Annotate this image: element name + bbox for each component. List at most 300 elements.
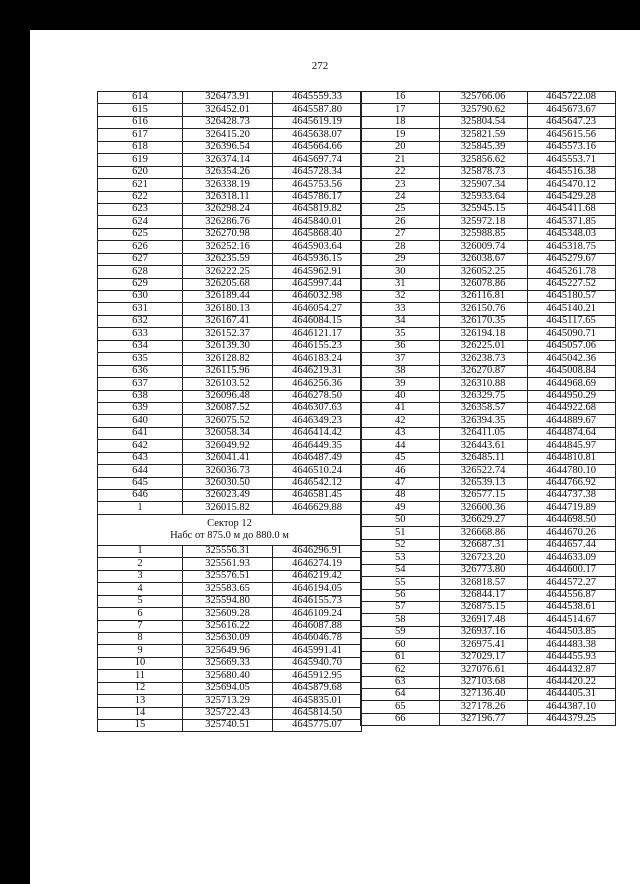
y-coordinate: 4644379.25 <box>527 713 615 725</box>
table-row <box>98 104 362 116</box>
table-row <box>98 583 362 595</box>
point-number: 62 <box>361 664 439 676</box>
table-row <box>98 682 362 694</box>
point-number: 18 <box>361 116 439 128</box>
point-number: 644 <box>98 465 183 477</box>
table-row <box>98 353 362 365</box>
table-row <box>361 390 615 402</box>
point-number: 43 <box>361 427 439 439</box>
y-coordinate: 4645615.56 <box>527 129 615 141</box>
table-row <box>98 545 362 557</box>
table-row <box>98 620 362 632</box>
table-row <box>98 266 362 278</box>
x-coordinate: 326139.30 <box>183 340 273 352</box>
x-coordinate: 326298.24 <box>183 203 273 215</box>
point-number: 42 <box>361 415 439 427</box>
x-coordinate: 326443.61 <box>439 440 527 452</box>
x-coordinate: 327076.61 <box>439 664 527 676</box>
y-coordinate: 4645587.80 <box>273 104 362 116</box>
y-coordinate: 4646219.42 <box>273 570 362 582</box>
table-row <box>98 645 362 657</box>
table-row <box>98 141 362 153</box>
table-row <box>98 670 362 682</box>
point-number: 32 <box>361 291 439 303</box>
point-number: 48 <box>361 490 439 502</box>
x-coordinate: 326036.73 <box>183 465 273 477</box>
x-coordinate: 326687.31 <box>439 539 527 551</box>
x-coordinate: 326917.48 <box>439 614 527 626</box>
y-coordinate: 4646109.24 <box>273 608 362 620</box>
table-row <box>361 639 615 651</box>
table-row <box>98 291 362 303</box>
point-number: 637 <box>98 378 183 390</box>
table-row <box>361 154 615 166</box>
x-coordinate: 325945.15 <box>439 203 527 215</box>
x-coordinate: 326152.37 <box>183 328 273 340</box>
x-coordinate: 326075.52 <box>183 415 273 427</box>
x-coordinate: 325680.40 <box>183 670 273 682</box>
point-number: 615 <box>98 104 183 116</box>
point-number: 20 <box>361 141 439 153</box>
table-row <box>361 664 615 676</box>
table-row <box>98 657 362 669</box>
table-row <box>98 278 362 290</box>
point-number: 36 <box>361 340 439 352</box>
y-coordinate: 4645090.71 <box>527 328 615 340</box>
table-row <box>98 415 362 427</box>
point-number: 639 <box>98 402 183 414</box>
table-row <box>361 241 615 253</box>
y-coordinate: 4644387.10 <box>527 701 615 713</box>
point-number: 635 <box>98 353 183 365</box>
x-coordinate: 326354.26 <box>183 166 273 178</box>
x-coordinate: 325856.62 <box>439 154 527 166</box>
x-coordinate: 325790.62 <box>439 104 527 116</box>
point-number: 29 <box>361 253 439 265</box>
x-coordinate: 326038.67 <box>439 253 527 265</box>
y-coordinate: 4645042.36 <box>527 353 615 365</box>
x-coordinate: 326167.41 <box>183 315 273 327</box>
y-coordinate: 4646183.24 <box>273 353 362 365</box>
point-number: 618 <box>98 141 183 153</box>
y-coordinate: 4646054.27 <box>273 303 362 315</box>
x-coordinate: 326358.57 <box>439 402 527 414</box>
x-coordinate: 327178.26 <box>439 701 527 713</box>
point-number: 4 <box>98 583 183 595</box>
point-number: 16 <box>361 92 439 104</box>
x-coordinate: 325649.96 <box>183 645 273 657</box>
x-coordinate: 326473.91 <box>183 92 273 104</box>
page-number: 272 <box>311 60 329 72</box>
x-coordinate: 325821.59 <box>439 129 527 141</box>
table-row <box>361 539 615 551</box>
point-number: 634 <box>98 340 183 352</box>
table-row <box>98 695 362 707</box>
point-number: 2 <box>98 558 183 570</box>
x-coordinate: 325722.43 <box>183 707 273 719</box>
table-row <box>98 228 362 240</box>
y-coordinate: 4646487.49 <box>273 452 362 464</box>
x-coordinate: 325561.93 <box>183 558 273 570</box>
x-coordinate: 326252.16 <box>183 241 273 253</box>
x-coordinate: 326394.35 <box>439 415 527 427</box>
point-number: 33 <box>361 303 439 315</box>
point-number: 621 <box>98 179 183 191</box>
y-coordinate: 4645619.19 <box>273 116 362 128</box>
point-number: 66 <box>361 713 439 725</box>
x-coordinate: 327136.40 <box>439 689 527 701</box>
table-row <box>361 278 615 290</box>
x-coordinate: 326030.50 <box>183 477 273 489</box>
y-coordinate: 4646155.23 <box>273 340 362 352</box>
point-number: 622 <box>98 191 183 203</box>
point-number: 38 <box>361 365 439 377</box>
y-coordinate: 4645786.17 <box>273 191 362 203</box>
table-row <box>361 614 615 626</box>
x-coordinate: 326338.19 <box>183 179 273 191</box>
point-number: 34 <box>361 315 439 327</box>
x-coordinate: 326374.14 <box>183 154 273 166</box>
section-header-row <box>98 514 362 545</box>
point-number: 58 <box>361 614 439 626</box>
y-coordinate: 4645647.23 <box>527 116 615 128</box>
table-row <box>98 241 362 253</box>
point-number: 616 <box>98 116 183 128</box>
x-coordinate: 326128.82 <box>183 353 273 365</box>
x-coordinate: 326723.20 <box>439 552 527 564</box>
x-coordinate: 326668.86 <box>439 527 527 539</box>
left-table-rows-upper <box>98 92 362 515</box>
table-row <box>98 253 362 265</box>
table-row <box>361 514 615 526</box>
y-coordinate: 4645775.07 <box>273 720 362 732</box>
table-row <box>361 676 615 688</box>
table-row <box>98 365 362 377</box>
point-number: 39 <box>361 378 439 390</box>
x-coordinate: 325713.29 <box>183 695 273 707</box>
table-row <box>98 154 362 166</box>
x-coordinate: 326270.87 <box>439 365 527 377</box>
table-row <box>98 116 362 128</box>
table-row <box>361 340 615 352</box>
point-number: 65 <box>361 701 439 713</box>
y-coordinate: 4644766.92 <box>527 477 615 489</box>
point-number: 625 <box>98 228 183 240</box>
table-row <box>361 253 615 265</box>
table-row <box>98 440 362 452</box>
x-coordinate: 327029.17 <box>439 651 527 663</box>
point-number: 40 <box>361 390 439 402</box>
x-coordinate: 326096.48 <box>183 390 273 402</box>
table-row <box>361 92 615 104</box>
point-number: 31 <box>361 278 439 290</box>
point-number: 53 <box>361 552 439 564</box>
table-row <box>361 564 615 576</box>
y-coordinate: 4645835.01 <box>273 695 362 707</box>
x-coordinate: 325576.51 <box>183 570 273 582</box>
point-number: 629 <box>98 278 183 290</box>
x-coordinate: 326975.41 <box>439 639 527 651</box>
y-coordinate: 4645728.34 <box>273 166 362 178</box>
y-coordinate: 4644698.50 <box>527 514 615 526</box>
point-number: 51 <box>361 527 439 539</box>
point-number: 633 <box>98 328 183 340</box>
x-coordinate: 326875.15 <box>439 601 527 613</box>
point-number: 14 <box>98 707 183 719</box>
x-coordinate: 325878.73 <box>439 166 527 178</box>
y-coordinate: 4645638.07 <box>273 129 362 141</box>
y-coordinate: 4646194.05 <box>273 583 362 595</box>
table-row <box>361 427 615 439</box>
y-coordinate: 4645936.15 <box>273 253 362 265</box>
table-row <box>98 390 362 402</box>
point-number: 626 <box>98 241 183 253</box>
point-number: 61 <box>361 651 439 663</box>
point-number: 45 <box>361 452 439 464</box>
point-number: 50 <box>361 514 439 526</box>
x-coordinate: 325988.85 <box>439 228 527 240</box>
table-row <box>98 92 362 104</box>
point-number: 63 <box>361 676 439 688</box>
point-number: 620 <box>98 166 183 178</box>
y-coordinate: 4645573.16 <box>527 141 615 153</box>
point-number: 64 <box>361 689 439 701</box>
point-number: 9 <box>98 645 183 657</box>
point-number: 41 <box>361 402 439 414</box>
y-coordinate: 4645840.01 <box>273 216 362 228</box>
y-coordinate: 4645227.52 <box>527 278 615 290</box>
x-coordinate: 325694.05 <box>183 682 273 694</box>
x-coordinate: 326629.27 <box>439 514 527 526</box>
table-row <box>361 601 615 613</box>
point-number: 624 <box>98 216 183 228</box>
y-coordinate: 4645819.82 <box>273 203 362 215</box>
y-coordinate: 4645008.84 <box>527 365 615 377</box>
x-coordinate: 325740.51 <box>183 720 273 732</box>
table-row <box>361 216 615 228</box>
table-row <box>361 228 615 240</box>
table-row <box>361 552 615 564</box>
table-row <box>98 315 362 327</box>
x-coordinate: 326078.86 <box>439 278 527 290</box>
point-number: 1 <box>98 502 183 514</box>
point-number: 10 <box>98 657 183 669</box>
x-coordinate: 326577.15 <box>439 490 527 502</box>
point-number: 7 <box>98 620 183 632</box>
point-number: 628 <box>98 266 183 278</box>
table-row <box>361 651 615 663</box>
y-coordinate: 4645348.03 <box>527 228 615 240</box>
y-coordinate: 4644780.10 <box>527 465 615 477</box>
x-coordinate: 327103.68 <box>439 676 527 688</box>
x-coordinate: 326205.68 <box>183 278 273 290</box>
point-number: 632 <box>98 315 183 327</box>
x-coordinate: 326116.81 <box>439 291 527 303</box>
table-row <box>98 216 362 228</box>
table-row <box>98 632 362 644</box>
x-coordinate: 325609.28 <box>183 608 273 620</box>
y-coordinate: 4645516.38 <box>527 166 615 178</box>
point-number: 1 <box>98 545 183 557</box>
y-coordinate: 4644657.44 <box>527 539 615 551</box>
y-coordinate: 4644719.89 <box>527 502 615 514</box>
point-number: 627 <box>98 253 183 265</box>
scan-border-left <box>0 30 30 884</box>
y-coordinate: 4645868.40 <box>273 228 362 240</box>
table-row <box>98 340 362 352</box>
table-row <box>98 179 362 191</box>
table-row <box>361 129 615 141</box>
x-coordinate: 326318.11 <box>183 191 273 203</box>
point-number: 13 <box>98 695 183 707</box>
x-coordinate: 326818.57 <box>439 577 527 589</box>
y-coordinate: 4645753.56 <box>273 179 362 191</box>
table-row <box>98 303 362 315</box>
point-number: 52 <box>361 539 439 551</box>
y-coordinate: 4644670.26 <box>527 527 615 539</box>
y-coordinate: 4645991.41 <box>273 645 362 657</box>
table-row <box>361 353 615 365</box>
y-coordinate: 4644405.31 <box>527 689 615 701</box>
x-coordinate: 326310.88 <box>439 378 527 390</box>
y-coordinate: 4645057.06 <box>527 340 615 352</box>
y-coordinate: 4646278.50 <box>273 390 362 402</box>
x-coordinate: 326058.34 <box>183 427 273 439</box>
y-coordinate: 4645962.91 <box>273 266 362 278</box>
x-coordinate: 326222.25 <box>183 266 273 278</box>
table-row <box>361 303 615 315</box>
point-number: 17 <box>361 104 439 116</box>
table-row <box>98 558 362 570</box>
table-row <box>361 465 615 477</box>
table-row <box>361 490 615 502</box>
point-number: 44 <box>361 440 439 452</box>
x-coordinate: 326052.25 <box>439 266 527 278</box>
y-coordinate: 4646307.63 <box>273 402 362 414</box>
x-coordinate: 326600.36 <box>439 502 527 514</box>
table-row <box>361 179 615 191</box>
y-coordinate: 4644633.09 <box>527 552 615 564</box>
table-row <box>361 452 615 464</box>
x-coordinate: 326103.52 <box>183 378 273 390</box>
x-coordinate: 326115.96 <box>183 365 273 377</box>
y-coordinate: 4644950.29 <box>527 390 615 402</box>
y-coordinate: 4644845.97 <box>527 440 615 452</box>
y-coordinate: 4646349.23 <box>273 415 362 427</box>
table-row <box>98 191 362 203</box>
scan-border-top <box>0 0 640 30</box>
point-number: 27 <box>361 228 439 240</box>
y-coordinate: 4646581.45 <box>273 490 362 502</box>
x-coordinate: 326522.74 <box>439 465 527 477</box>
table-row <box>361 166 615 178</box>
x-coordinate: 325594.80 <box>183 595 273 607</box>
x-coordinate: 326194.18 <box>439 328 527 340</box>
x-coordinate: 326015.82 <box>183 502 273 514</box>
x-coordinate: 326329.75 <box>439 390 527 402</box>
y-coordinate: 4645180.57 <box>527 291 615 303</box>
table-row <box>361 315 615 327</box>
table-row <box>361 502 615 514</box>
point-number: 638 <box>98 390 183 402</box>
x-coordinate: 326235.59 <box>183 253 273 265</box>
point-number: 19 <box>361 129 439 141</box>
y-coordinate: 4644810.81 <box>527 452 615 464</box>
y-coordinate: 4644420.22 <box>527 676 615 688</box>
table-row <box>361 701 615 713</box>
y-coordinate: 4646219.31 <box>273 365 362 377</box>
point-number: 623 <box>98 203 183 215</box>
point-number: 35 <box>361 328 439 340</box>
x-coordinate: 326396.54 <box>183 141 273 153</box>
table-row <box>361 589 615 601</box>
y-coordinate: 4645722.08 <box>527 92 615 104</box>
x-coordinate: 326286.76 <box>183 216 273 228</box>
table-row <box>98 595 362 607</box>
point-number: 614 <box>98 92 183 104</box>
table-row <box>98 720 362 732</box>
y-coordinate: 4644503.85 <box>527 626 615 638</box>
section-range: Набс от 875.0 м до 880.0 м <box>170 529 289 541</box>
x-coordinate: 326773.80 <box>439 564 527 576</box>
x-coordinate: 326180.13 <box>183 303 273 315</box>
point-number: 6 <box>98 608 183 620</box>
point-number: 646 <box>98 490 183 502</box>
point-number: 642 <box>98 440 183 452</box>
y-coordinate: 4646046.78 <box>273 632 362 644</box>
y-coordinate: 4645940.70 <box>273 657 362 669</box>
table-row <box>361 116 615 128</box>
y-coordinate: 4644572.27 <box>527 577 615 589</box>
point-number: 59 <box>361 626 439 638</box>
table-row <box>98 129 362 141</box>
table-row <box>361 291 615 303</box>
x-coordinate: 327196.77 <box>439 713 527 725</box>
point-number: 60 <box>361 639 439 651</box>
table-row <box>98 328 362 340</box>
point-number: 631 <box>98 303 183 315</box>
y-coordinate: 4645664.66 <box>273 141 362 153</box>
y-coordinate: 4645673.67 <box>527 104 615 116</box>
y-coordinate: 4645553.71 <box>527 154 615 166</box>
point-number: 25 <box>361 203 439 215</box>
y-coordinate: 4644600.17 <box>527 564 615 576</box>
table-row <box>361 527 615 539</box>
point-number: 30 <box>361 266 439 278</box>
x-coordinate: 325766.06 <box>439 92 527 104</box>
table-row <box>98 427 362 439</box>
y-coordinate: 4646296.91 <box>273 545 362 557</box>
x-coordinate: 325616.22 <box>183 620 273 632</box>
point-number: 46 <box>361 465 439 477</box>
point-number: 37 <box>361 353 439 365</box>
table-row <box>361 415 615 427</box>
table-row <box>98 707 362 719</box>
x-coordinate: 326415.20 <box>183 129 273 141</box>
y-coordinate: 4644737.38 <box>527 490 615 502</box>
y-coordinate: 4645903.64 <box>273 241 362 253</box>
coordinates-table-right <box>360 91 616 726</box>
y-coordinate: 4645411.68 <box>527 203 615 215</box>
y-coordinate: 4645117.65 <box>527 315 615 327</box>
section-title: Сектор 12 <box>207 517 252 529</box>
x-coordinate: 326049.92 <box>183 440 273 452</box>
point-number: 28 <box>361 241 439 253</box>
y-coordinate: 4645470.12 <box>527 179 615 191</box>
table-row <box>361 477 615 489</box>
y-coordinate: 4646032.98 <box>273 291 362 303</box>
point-number: 641 <box>98 427 183 439</box>
